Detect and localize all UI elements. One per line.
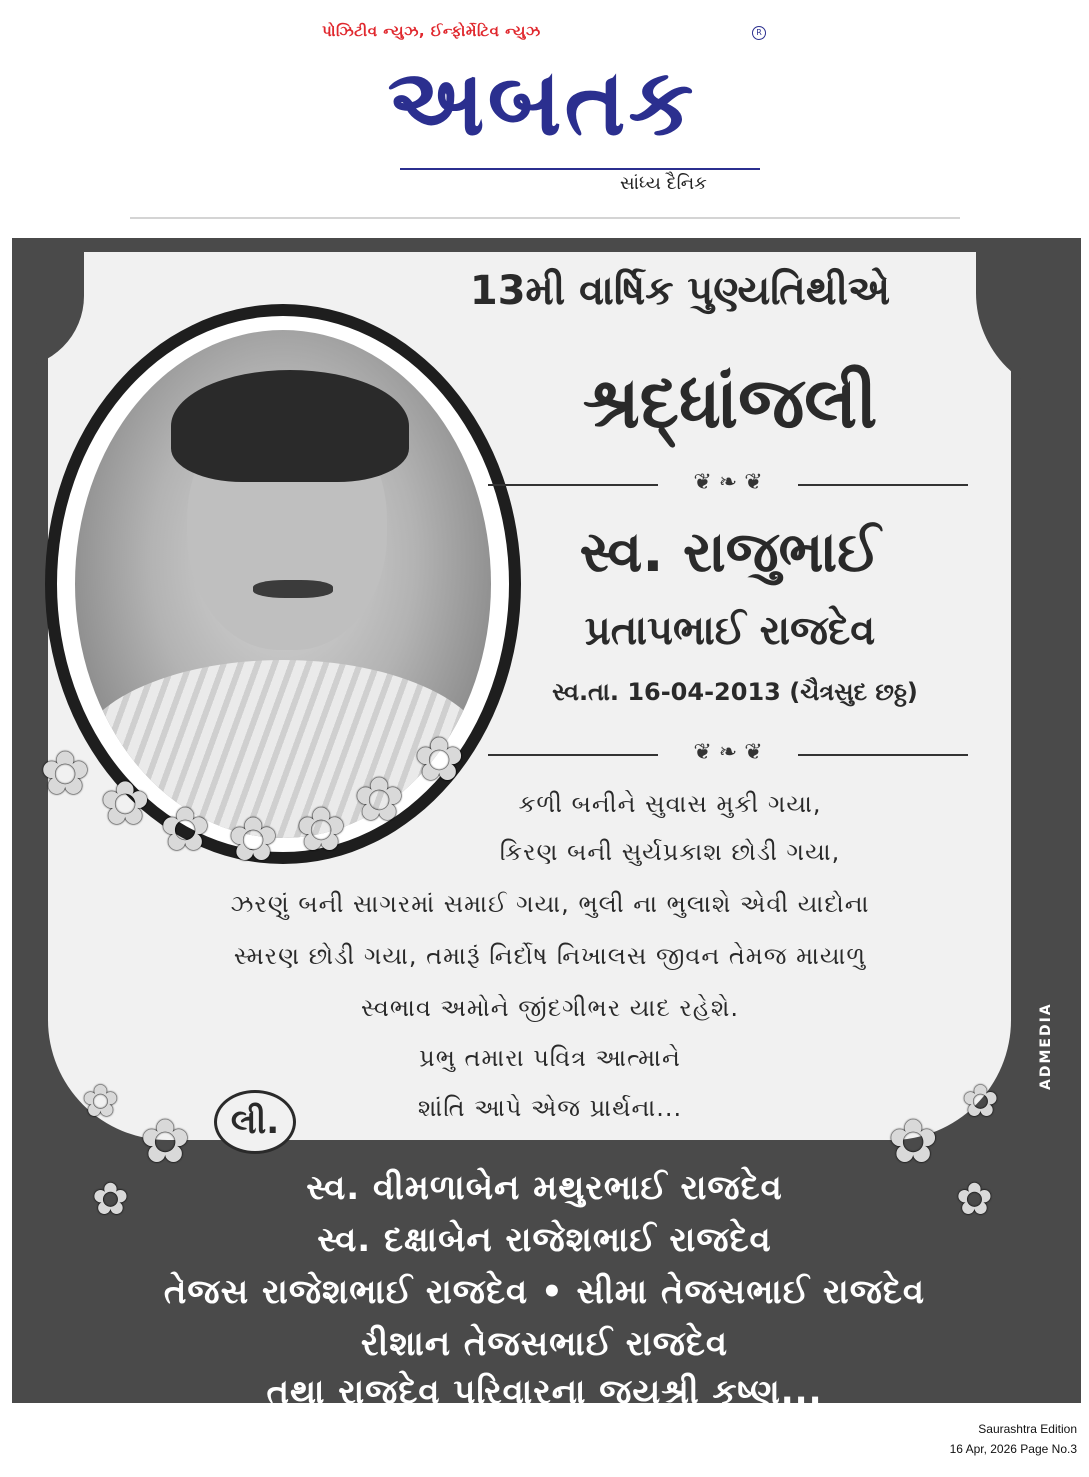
ornament-divider — [488, 470, 968, 500]
anniversary-heading: 13મી વાર્ષિક પુણ્યતિથીએ — [469, 268, 891, 314]
flower-icon: ✿ — [888, 1107, 939, 1177]
poem-line: સ્મરણ છોડી ગયા, તમારૂં નિર્દોષ નિખાલસ જીવન તેમજ માયાળુ — [233, 942, 867, 970]
header-divider — [130, 217, 960, 219]
flower-icon: ✿ — [40, 739, 91, 809]
flower-icon: ✿ — [962, 1076, 999, 1127]
death-date: સ્વ.તા. 16-04-2013 (ચૈત્રસુદ છઠ્ઠ) — [552, 678, 918, 706]
ornament-flourish-icon: ❦ ❧ ❦ — [693, 470, 763, 495]
portrait-mustache — [253, 580, 333, 598]
family-line: તથા રાજદેવ પરિવારના જયશ્રી કૃષ્ણ... — [266, 1372, 823, 1412]
flower-icon: ✿ — [956, 1174, 993, 1225]
deceased-name: સ્વ. રાજુભાઈ — [579, 520, 881, 585]
poem-line: કળી બનીને સુવાસ મુકી ગયા, — [518, 790, 822, 818]
ornament-line-right — [798, 754, 968, 756]
flower-icon: ✿ — [82, 1076, 119, 1127]
newspaper-subtitle: સાંધ્ય દૈનિક — [620, 173, 707, 194]
agency-credit: ADMEDIA — [1038, 1002, 1054, 1090]
flower-icon: ✿ — [100, 769, 151, 839]
flower-icon: ✿ — [228, 805, 279, 875]
flower-icon: ✿ — [354, 765, 405, 835]
poem-line: પ્રભુ તમારા પવિત્ર આત્માને — [419, 1044, 681, 1072]
ornament-line-right — [798, 484, 968, 486]
flower-icon: ✿ — [160, 795, 211, 865]
newspaper-tagline: પોઝિટીવ ન્યુઝ, ઈન્ફોર્મેટિવ ન્યુઝ — [322, 22, 541, 40]
flower-icon: ✿ — [92, 1174, 129, 1225]
edition-label: Saurashtra Edition — [978, 1422, 1077, 1436]
logo-underline — [400, 168, 760, 170]
ornament-line-left — [488, 484, 658, 486]
portrait-hair — [171, 370, 409, 482]
ornament-flourish-icon: ❦ ❧ ❦ — [693, 740, 763, 765]
registered-mark: R — [752, 26, 766, 40]
family-line: સ્વ. દક્ષાબેન રાજેશભાઈ રાજદેવ — [317, 1220, 772, 1260]
signature-badge: લી. — [214, 1090, 296, 1154]
poem-line: શાંતિ આપે એજ પ્રાર્થના... — [417, 1094, 683, 1122]
tribute-title: શ્રદ્ધાંજલી — [582, 362, 878, 444]
ornament-divider — [488, 740, 968, 770]
flower-icon: ✿ — [296, 795, 347, 865]
flower-icon: ✿ — [414, 725, 465, 795]
poem-line: ઝરણું બની સાગરમાં સમાઈ ગયા, ભુલી ના ભુલાશે એવી યાદોના — [230, 890, 870, 918]
family-line: તેજસ રાજેશભાઈ રાજદેવ • સીમા તેજસભાઈ રાજદેવ — [163, 1272, 926, 1312]
poem-line: સ્વભાવ અમોને જીંદગીભર યાદ રહેશે. — [361, 994, 739, 1022]
poem-line: કિરણ બની સુર્યપ્રકાશ છોડી ગયા, — [499, 838, 841, 866]
date-page-label: 16 Apr, 2026 Page No.3 — [949, 1442, 1077, 1456]
family-line: સ્વ. વીમળાબેન મથુરભાઈ રાજદેવ — [306, 1168, 783, 1208]
deceased-surname: પ્રતાપભાઈ રાજદેવ — [584, 608, 876, 654]
ornament-line-left — [488, 754, 658, 756]
family-line: રીશાન તેજસભાઈ રાજદેવ — [360, 1324, 729, 1364]
newspaper-logo: અબતક — [387, 49, 697, 156]
flower-icon: ✿ — [140, 1107, 191, 1177]
